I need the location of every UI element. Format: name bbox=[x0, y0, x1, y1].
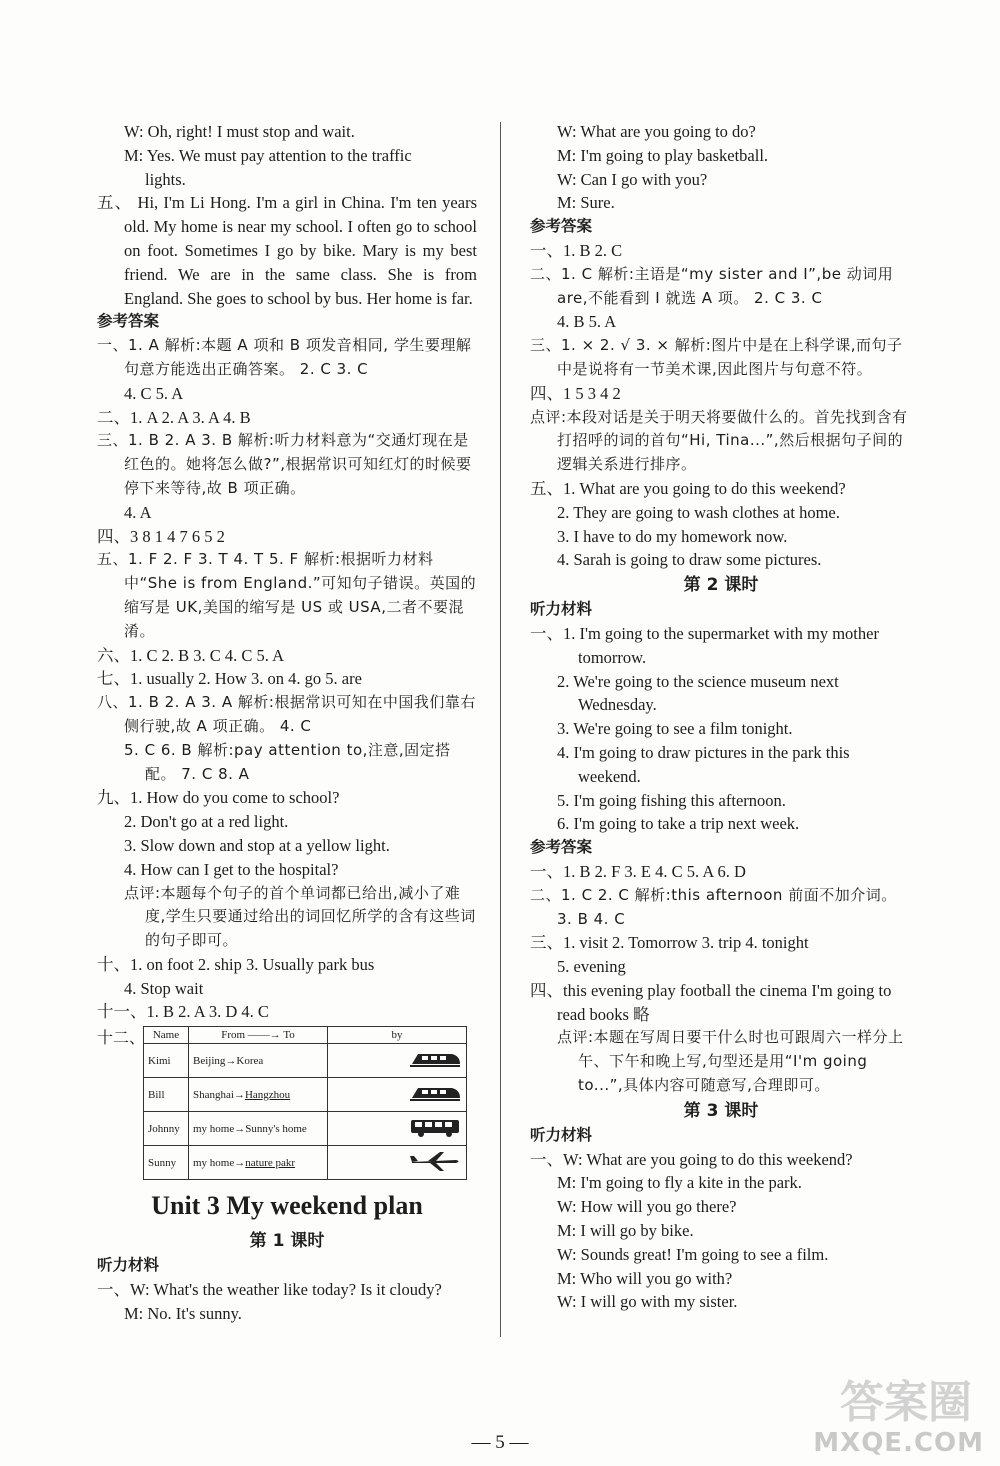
right-line: M: Sure. bbox=[557, 193, 615, 213]
right-line: 4. B 5. A bbox=[557, 312, 617, 332]
route-to: Korea bbox=[236, 1054, 264, 1067]
left-column bbox=[97, 120, 477, 1326]
table-row bbox=[144, 1112, 467, 1146]
left-tail-lines bbox=[97, 1254, 477, 1325]
left-line: 九、1. How do you come to school? bbox=[97, 788, 340, 808]
right2-line: 3. We're going to see a film tonight. bbox=[557, 719, 793, 739]
left-line: 十、1. on foot 2. ship 3. Usually park bus bbox=[97, 954, 375, 974]
route-from: my home bbox=[193, 1122, 235, 1135]
left-line: 三、1. B 2. A 3. B 解析:听力材料意为“交通灯现在是红色的。她将怎么做?”,根据常识可知红灯的时候要停下来等待,故 B 项正确。 bbox=[97, 431, 472, 497]
left-line: 点评:本题每个句子的首个单词都已给出,减小了难度,学生只要通过给出的词回忆所学的含有这些词的句子即可。 bbox=[124, 883, 476, 950]
plane-icon bbox=[408, 1150, 462, 1172]
route-to: nature pakr bbox=[245, 1156, 296, 1169]
table-header-from-to: From ——→ To bbox=[189, 1027, 328, 1044]
right3-line: M: I'm going to fly a kite in the park. bbox=[557, 1173, 802, 1193]
right2-line: 一、1. B 2. F 3. E 4. C 5. A 6. D bbox=[530, 861, 746, 881]
arrow-icon: → bbox=[234, 1122, 246, 1135]
right-lines-2 bbox=[530, 598, 912, 1098]
left-line: 二、1. A 2. A 3. A 4. B bbox=[97, 407, 251, 427]
table-row bbox=[144, 1146, 467, 1180]
lesson-1-heading: 第 1 课时 bbox=[249, 1231, 325, 1252]
right3-line: W: Sounds great! I'm going to see a film. bbox=[557, 1244, 829, 1264]
left-line: 2. Don't go at a red light. bbox=[124, 812, 289, 832]
right2-line: 听力材料 bbox=[530, 600, 593, 619]
left-line: 六、1. C 2. B 3. C 4. C 5. A bbox=[97, 645, 285, 665]
left-line: 5. C 6. B 解析:pay attention to,注意,固定搭配。 7. C 8. A bbox=[124, 740, 451, 783]
page-number: — 5 — bbox=[471, 1432, 529, 1453]
arrow-icon: → bbox=[233, 1088, 245, 1101]
left-line: 一、1. A 解析:本题 A 项和 B 项发音相同, 学生要理解句意方能选出正确答案。 2. C 3. C bbox=[97, 336, 472, 378]
left-line: 四、3 8 1 4 7 6 5 2 bbox=[97, 526, 225, 546]
right2-line: 参考答案 bbox=[530, 838, 593, 857]
right2-line: 2. We're going to the science museum next bbox=[557, 671, 839, 691]
left-line: 3. Slow down and stop at a yellow light. bbox=[124, 835, 390, 855]
right-line: W: What are you going to do? bbox=[557, 122, 756, 141]
right2-line: 三、1. visit 2. Tomorrow 3. trip 4. tonight bbox=[530, 933, 809, 953]
right2-line: 一、1. I'm going to the supermarket with my mother bbox=[530, 623, 879, 643]
left-line: 4. A bbox=[124, 502, 152, 522]
route-table-label: 十二、 bbox=[97, 1028, 146, 1048]
row-vehicle bbox=[328, 1146, 467, 1180]
row-route bbox=[189, 1044, 328, 1078]
left-lines bbox=[97, 120, 477, 1024]
right-line: 三、1. × 2. √ 3. × 解析:图片中是在上科学课,而句子中是说将有一节美术课,因此图片与句意不符。 bbox=[530, 336, 903, 378]
right3-line: 听力材料 bbox=[530, 1125, 593, 1144]
row-name: Sunny bbox=[144, 1146, 189, 1180]
left-line: 五、 Hi, I'm Li Hong. I'm a girl in China. I'm ten years old. My home is near my school. I often go to school on foot. Sometimes I go by bike. Mary is my best friend. We are in the same class. She is from England. She goes to school by bus. Her home is far. bbox=[97, 193, 477, 308]
right2-line: 5. evening bbox=[557, 957, 626, 977]
right3-line: W: I will go with my sister. bbox=[557, 1292, 738, 1312]
right2-line: 四、this evening play football the cinema I'm going to read books 略 bbox=[530, 980, 892, 1024]
left-line: lights. bbox=[145, 169, 186, 189]
route-table bbox=[143, 1026, 467, 1180]
right3-line: W: How will you go there? bbox=[557, 1197, 737, 1217]
right2-line: weekend. bbox=[578, 766, 641, 786]
right-lines-3 bbox=[530, 1124, 912, 1314]
left-line: 七、1. usually 2. How 3. on 4. go 5. are bbox=[97, 669, 362, 689]
left-line: 十一、1. B 2. A 3. D 4. C bbox=[97, 1002, 269, 1022]
row-route bbox=[189, 1112, 328, 1146]
train-icon bbox=[408, 1082, 462, 1104]
right-line: 四、1 5 3 4 2 bbox=[530, 383, 621, 403]
left-line: 八、1. B 2. A 3. A 解析:根据常识可知在中国我们靠右侧行驶,故 A 项正确。 4. C bbox=[97, 693, 476, 735]
left-line: 参考答案 bbox=[97, 312, 160, 331]
right-line: 一、1. B 2. C bbox=[530, 240, 623, 260]
arrow-icon: → bbox=[225, 1054, 237, 1067]
row-vehicle bbox=[328, 1112, 467, 1146]
left-line: 4. Stop wait bbox=[124, 978, 204, 998]
row-name: Bill bbox=[144, 1078, 189, 1112]
row-route bbox=[189, 1146, 328, 1180]
right-line: M: I'm going to play basketball. bbox=[557, 145, 769, 165]
left-line: 五、1. F 2. F 3. T 4. T 5. F 解析:根据听力材料中“She is from England.”可知句子错误。英国的缩写是 UK,美国的缩写是 US 或 USA,二者不要混淆。 bbox=[97, 550, 477, 640]
lesson-2-heading: 第 2 课时 bbox=[683, 575, 759, 596]
row-vehicle bbox=[328, 1044, 467, 1078]
right-line: 二、1. C 解析:主语是“my sister and I”,be 动词用 are,不能看到 I 就选 A 项。 2. C 3. C bbox=[530, 264, 894, 307]
left_tail-line: 一、W: What's the weather like today? Is it cloudy? bbox=[97, 1280, 442, 1300]
arrow-icon: → bbox=[234, 1156, 246, 1169]
route-from: Shanghai bbox=[193, 1088, 234, 1101]
table-header-by: by bbox=[328, 1027, 467, 1044]
left-line: 4. C 5. A bbox=[124, 383, 184, 403]
train-icon bbox=[408, 1048, 462, 1070]
watermark-logo: 答案圈 bbox=[840, 1377, 972, 1428]
left-line: M: Yes. We must pay attention to the traffic bbox=[124, 145, 412, 165]
right-line: 点评:本段对话是关于明天将要做什么的。首先找到含有打招呼的词的首句“Hi, Tina...”,然后根据句子间的逻辑关系进行排序。 bbox=[530, 407, 908, 474]
route-from: my home bbox=[193, 1156, 235, 1169]
left-line: W: Oh, right! I must stop and wait. bbox=[124, 122, 355, 141]
bus-icon bbox=[408, 1116, 462, 1138]
right2-line: 4. I'm going to draw pictures in the park this bbox=[557, 742, 850, 762]
right3-line: 一、W: What are you going to do this weekend? bbox=[530, 1149, 853, 1169]
table-row bbox=[144, 1078, 467, 1112]
right2-line: 点评:本题在写周日要干什么时也可跟周六一样分上午、下午和晚上写,句型还是用“I'm going to...”,具体内容可随意写,合理即可。 bbox=[557, 1028, 904, 1095]
row-name: Johnny bbox=[144, 1112, 189, 1146]
right2-line: Wednesday. bbox=[578, 695, 657, 715]
right-line: W: Can I go with you? bbox=[557, 169, 708, 189]
table-header-name: Name bbox=[144, 1027, 189, 1044]
right-line: 参考答案 bbox=[530, 217, 593, 236]
right3-line: M: Who will you go with? bbox=[557, 1268, 733, 1288]
right2-line: 6. I'm going to take a trip next week. bbox=[557, 814, 800, 834]
right-line: 五、1. What are you going to do this weekend? bbox=[530, 478, 846, 498]
right2-line: 二、1. C 2. C 解析:this afternoon 前面不加介词。 3. B 4. C bbox=[530, 885, 897, 928]
left_tail-line: M: No. It's sunny. bbox=[124, 1303, 242, 1323]
row-name: Kimi bbox=[144, 1044, 189, 1078]
route-table-block bbox=[97, 1026, 477, 1180]
left-line: 4. How can I get to the hospital? bbox=[124, 859, 339, 879]
right-line: 2. They are going to wash clothes at home. bbox=[557, 502, 840, 522]
right-lines bbox=[530, 120, 912, 572]
row-vehicle bbox=[328, 1078, 467, 1112]
column-divider bbox=[500, 122, 501, 1337]
unit-title: Unit 3 My weekend plan bbox=[151, 1191, 423, 1221]
lesson-3-heading: 第 3 课时 bbox=[683, 1100, 759, 1121]
watermark: MXQE.COM bbox=[813, 1428, 984, 1458]
route-to: Hangzhou bbox=[244, 1088, 291, 1101]
route-to: Sunny's home bbox=[245, 1122, 307, 1135]
right2-line: tomorrow. bbox=[578, 647, 647, 667]
row-route bbox=[189, 1078, 328, 1112]
left_tail-line: 听力材料 bbox=[97, 1256, 160, 1275]
table-row bbox=[144, 1044, 467, 1078]
right-line: 3. I have to do my homework now. bbox=[557, 526, 788, 546]
right-column bbox=[530, 120, 912, 1314]
right2-line: 5. I'm going fishing this afternoon. bbox=[557, 790, 786, 810]
right3-line: M: I will go by bike. bbox=[557, 1221, 694, 1241]
right-line: 4. Sarah is going to draw some pictures. bbox=[557, 550, 822, 570]
route-from: Beijing bbox=[193, 1054, 226, 1067]
